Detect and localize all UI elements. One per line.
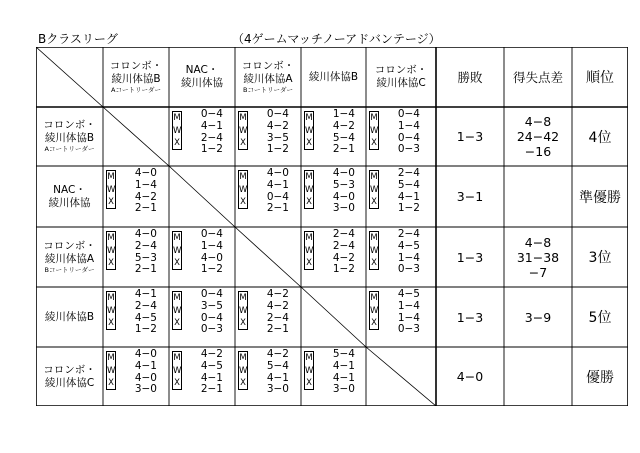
score-line: 4−2	[266, 288, 289, 300]
column-header-team	[235, 47, 301, 107]
team-name-line: 綾川体協C	[376, 77, 426, 89]
event-letter: X	[174, 378, 180, 389]
win-loss-value: 1−3	[456, 309, 484, 325]
score-line: 4−2	[266, 119, 289, 132]
score-line: 2−4	[134, 299, 157, 312]
score-line: 0−4	[266, 108, 289, 120]
match-score	[255, 168, 289, 215]
event-letter: M	[305, 233, 313, 243]
event-box	[106, 291, 116, 330]
score-line: 4−5	[134, 311, 157, 324]
score-line: 2−1	[266, 202, 289, 215]
rule-note: （4ゲームマッチノーアドバンテージ）	[232, 32, 441, 46]
score-line: 2−4	[266, 311, 289, 324]
score-line: 2−1	[134, 263, 157, 276]
column-header-team	[301, 47, 366, 107]
event-box	[304, 170, 314, 209]
column-header-team	[366, 47, 436, 107]
score-line: 2−1	[266, 323, 289, 336]
point-diff-value: 31−38	[516, 249, 560, 265]
score-line: 1−2	[397, 202, 420, 215]
event-letter: M	[239, 172, 247, 182]
score-line: 4−2	[134, 190, 157, 203]
row-header-team	[36, 166, 103, 227]
event-letter: W	[173, 125, 182, 136]
team-name-line: 綾川体協C	[44, 376, 95, 389]
event-box	[172, 291, 182, 330]
point-diff-cell	[504, 347, 572, 406]
win-loss-cell	[436, 107, 504, 166]
event-letter: W	[305, 365, 314, 376]
score-line: 4−0	[266, 167, 289, 179]
event-letter: M	[173, 233, 181, 243]
score-line: 0−4	[200, 228, 223, 240]
team-name-line: 綾川体協A	[44, 252, 95, 265]
self-match-diagonal	[103, 107, 169, 166]
point-diff-value: 3−9	[524, 309, 552, 325]
team-name-line: コロンボ・	[241, 59, 295, 72]
score-line: 4−1	[266, 371, 289, 384]
rank-cell	[572, 107, 628, 166]
event-letter: W	[239, 305, 248, 316]
event-letter: M	[239, 293, 247, 303]
score-line: 1−4	[397, 251, 420, 264]
match-score	[123, 168, 157, 215]
score-line: 3−0	[134, 383, 157, 396]
event-letter: X	[240, 138, 246, 149]
event-letter: X	[306, 138, 312, 149]
column-header-team	[169, 47, 235, 107]
score-line: 4−2	[332, 251, 355, 264]
team-name-line: 綾川体協	[48, 196, 91, 209]
rank-heading: 順位	[586, 70, 614, 86]
score-line: 4−0	[134, 371, 157, 384]
score-line: 4−2	[332, 119, 355, 132]
win-loss-value: 3−1	[456, 189, 484, 204]
score-line: 3−0	[332, 383, 355, 396]
score-line: 3−0	[266, 383, 289, 396]
score-line: 4−5	[397, 288, 420, 300]
self-match-diagonal	[235, 227, 301, 287]
score-line: 4−1	[266, 178, 289, 191]
score-line: 2−4	[397, 167, 420, 179]
team-name-line: 綾川体協A	[243, 72, 293, 85]
event-letter: M	[173, 113, 181, 123]
win-loss-cell	[436, 166, 504, 227]
match-score	[123, 229, 157, 276]
match-score	[189, 289, 223, 336]
match-score	[189, 349, 223, 396]
team-name-line: コロンボ・	[43, 119, 96, 131]
score-line: 0−3	[397, 323, 420, 336]
score-line: 0−3	[200, 323, 223, 336]
point-diff-cell	[504, 287, 572, 347]
score-line: 4−1	[200, 119, 223, 132]
event-letter: X	[306, 197, 312, 208]
score-line: 0−4	[200, 288, 223, 300]
match-score	[321, 168, 355, 215]
event-letter: W	[305, 184, 314, 195]
team-name-line: 綾川体協B	[308, 70, 359, 83]
score-line: 4−0	[134, 167, 157, 179]
score-line: 1−4	[332, 108, 355, 120]
event-letter: M	[173, 353, 181, 363]
score-line: 1−2	[200, 143, 223, 156]
column-header-team	[103, 47, 169, 107]
point-diff-cell	[504, 227, 572, 287]
event-letter: X	[306, 258, 312, 269]
score-line: 2−4	[332, 239, 355, 252]
column-header-rank	[572, 47, 628, 107]
league-table	[36, 47, 628, 406]
score-line: 4−1	[134, 288, 157, 300]
team-leader-note: Bコートリーダー	[243, 85, 293, 94]
event-letter: X	[371, 197, 377, 208]
event-letter: W	[239, 125, 248, 136]
class-title: Bクラスリーグ	[38, 32, 118, 46]
event-letter: W	[107, 184, 116, 195]
score-line: 3−5	[200, 299, 223, 312]
event-letter: W	[107, 305, 116, 316]
score-line: 4−1	[200, 371, 223, 384]
event-box	[369, 231, 379, 270]
row-header-team	[36, 227, 103, 287]
point-diff-value: −16	[524, 144, 552, 159]
team-name-line: 綾川体協B	[44, 132, 95, 144]
event-letter: W	[370, 125, 379, 136]
event-letter: X	[174, 318, 180, 329]
point-diff-value: 4−8	[524, 114, 552, 129]
point-diff-cell	[504, 107, 572, 166]
score-line: 4−2	[266, 348, 289, 360]
event-letter: X	[108, 197, 114, 208]
score-line: 1−4	[397, 299, 420, 312]
score-line: 2−4	[200, 131, 223, 144]
score-line: 1−4	[134, 178, 157, 191]
event-letter: M	[239, 113, 247, 123]
team-name-line: コロンボ・	[43, 363, 96, 376]
event-letter: W	[107, 245, 116, 256]
event-box	[172, 351, 182, 390]
match-score	[386, 289, 420, 336]
team-leader-note: Aコートリーダー	[44, 145, 95, 153]
score-line: 4−1	[332, 359, 355, 372]
score-line: 2−4	[397, 228, 420, 240]
row-header-team	[36, 287, 103, 347]
event-letter: M	[305, 113, 313, 123]
score-line: 5−4	[397, 178, 420, 191]
event-box	[238, 351, 248, 390]
score-line: 0−4	[397, 131, 420, 144]
team-name-line: NAC・	[53, 183, 86, 196]
event-letter: W	[107, 365, 116, 376]
win-loss-value: 4−0	[456, 369, 484, 384]
match-score	[386, 109, 420, 156]
score-line: 1−2	[332, 263, 355, 276]
match-score	[255, 349, 289, 396]
rank-value: 3位	[588, 250, 612, 266]
match-score	[386, 229, 420, 276]
self-match-diagonal	[366, 347, 436, 406]
score-line: 4−5	[397, 239, 420, 252]
score-line: 1−4	[397, 119, 420, 132]
team-name-line: 綾川体協B	[111, 72, 161, 85]
self-match-diagonal	[169, 166, 235, 227]
match-score	[321, 229, 355, 276]
win-loss-cell	[436, 347, 504, 406]
score-line: 5−4	[332, 348, 355, 360]
score-line: 1−4	[200, 239, 223, 252]
event-letter: M	[173, 293, 181, 303]
team-name-line: コロンボ・	[374, 64, 428, 76]
win-loss-value: 1−3	[456, 129, 484, 144]
event-letter: W	[173, 365, 182, 376]
point-diff-value: −7	[528, 264, 548, 280]
rank-value: 4位	[588, 129, 612, 146]
score-line: 2−4	[134, 239, 157, 252]
event-letter: M	[305, 353, 313, 363]
score-line: 4−0	[332, 190, 355, 203]
score-line: 4−0	[200, 251, 223, 264]
score-line: 2−1	[332, 143, 355, 156]
event-letter: W	[370, 245, 379, 256]
event-letter: X	[240, 318, 246, 329]
rank-cell	[572, 166, 628, 227]
event-letter: W	[239, 365, 248, 376]
score-line: 4−1	[332, 371, 355, 384]
score-line: 5−4	[332, 131, 355, 144]
team-name-line: 綾川体協	[181, 77, 223, 89]
event-letter: M	[370, 113, 378, 123]
team-leader-note: Bコートリーダー	[44, 265, 95, 274]
score-line: 4−0	[134, 348, 157, 360]
score-line: 2−1	[200, 383, 223, 396]
rank-value: 優勝	[586, 369, 614, 386]
event-box	[304, 231, 314, 270]
score-line: 4−1	[397, 190, 420, 203]
event-box	[106, 231, 116, 270]
team-name-line: コロンボ・	[43, 239, 96, 252]
score-line: 0−3	[397, 143, 420, 156]
score-line: 0−4	[200, 311, 223, 324]
team-name-line: コロンボ・	[109, 59, 163, 72]
score-line: 0−4	[200, 108, 223, 120]
event-letter: M	[370, 293, 378, 303]
score-line: 3−5	[266, 131, 289, 144]
score-line: 4−0	[332, 167, 355, 179]
score-line: 5−3	[134, 251, 157, 264]
event-letter: W	[370, 305, 379, 316]
match-score	[189, 229, 223, 276]
self-match-diagonal	[301, 287, 366, 347]
column-header-point-diff	[504, 47, 572, 107]
match-score	[189, 109, 223, 156]
event-letter: M	[305, 172, 313, 182]
corner-diagonal	[36, 47, 103, 107]
event-letter: X	[371, 258, 377, 269]
column-header-win-loss	[436, 47, 504, 107]
event-letter: M	[370, 172, 378, 182]
event-box	[304, 111, 314, 150]
team-leader-note: Aコートリーダー	[111, 85, 161, 94]
score-line: 2−4	[332, 228, 355, 240]
rank-cell	[572, 227, 628, 287]
win-loss-cell	[436, 287, 504, 347]
event-letter: M	[370, 233, 378, 243]
event-letter: X	[240, 197, 246, 208]
event-letter: X	[174, 138, 180, 149]
event-letter: M	[239, 353, 247, 363]
event-letter: X	[371, 138, 377, 149]
score-line: 4−1	[134, 359, 157, 372]
score-line: 3−0	[332, 202, 355, 215]
event-letter: X	[108, 378, 114, 389]
event-letter: X	[240, 378, 246, 389]
rank-value: 5位	[588, 310, 612, 326]
score-line: 0−4	[266, 190, 289, 203]
rank-value: 準優勝	[579, 189, 621, 206]
event-box	[238, 170, 248, 209]
point-diff-cell	[504, 166, 572, 227]
point-diff-value: 24−42	[516, 129, 560, 144]
event-letter: X	[108, 258, 114, 269]
score-line: 1−2	[134, 323, 157, 336]
match-score	[321, 109, 355, 156]
match-score	[386, 168, 420, 215]
score-line: 1−2	[266, 143, 289, 156]
event-box	[369, 170, 379, 209]
event-letter: X	[306, 378, 312, 389]
event-box	[369, 291, 379, 330]
row-header-team	[36, 347, 103, 406]
event-box	[304, 351, 314, 390]
win-loss-cell	[436, 227, 504, 287]
event-letter: M	[107, 172, 115, 182]
event-letter: X	[174, 258, 180, 269]
event-letter: X	[371, 318, 377, 329]
event-letter: M	[107, 293, 115, 303]
score-line: 0−4	[397, 108, 420, 120]
event-letter: M	[107, 353, 115, 363]
score-line: 4−0	[134, 228, 157, 240]
score-line: 4−5	[200, 359, 223, 372]
event-letter: W	[239, 184, 248, 195]
event-letter: W	[305, 125, 314, 136]
event-letter: X	[108, 318, 114, 329]
score-line: 0−3	[397, 263, 420, 276]
event-box	[369, 111, 379, 150]
event-box	[238, 291, 248, 330]
match-score	[123, 289, 157, 336]
event-box	[106, 351, 116, 390]
match-score	[255, 289, 289, 336]
score-line: 4−2	[200, 348, 223, 360]
match-score	[123, 349, 157, 396]
score-line: 1−4	[397, 311, 420, 324]
event-letter: M	[107, 233, 115, 243]
score-line: 2−1	[134, 202, 157, 215]
score-line: 1−2	[200, 263, 223, 276]
event-box	[238, 111, 248, 150]
event-letter: W	[173, 245, 182, 256]
team-name-line: NAC・	[185, 64, 219, 76]
score-line: 4−2	[266, 299, 289, 312]
event-letter: W	[305, 245, 314, 256]
match-score	[321, 349, 355, 396]
score-line: 5−4	[266, 359, 289, 372]
team-name-line: 綾川体協B	[44, 310, 95, 323]
row-header-team	[36, 107, 103, 166]
point-diff-value: 4−8	[524, 234, 552, 250]
rank-cell	[572, 347, 628, 406]
event-letter: W	[370, 184, 379, 195]
event-box	[106, 170, 116, 209]
event-box	[172, 231, 182, 270]
score-line: 5−3	[332, 178, 355, 191]
point-diff-heading: 得失点差	[512, 70, 563, 85]
rank-cell	[572, 287, 628, 347]
match-score	[255, 109, 289, 156]
win-loss-heading: 勝敗	[457, 70, 483, 85]
win-loss-value: 1−3	[456, 249, 484, 265]
event-letter: W	[173, 305, 182, 316]
event-box	[172, 111, 182, 150]
